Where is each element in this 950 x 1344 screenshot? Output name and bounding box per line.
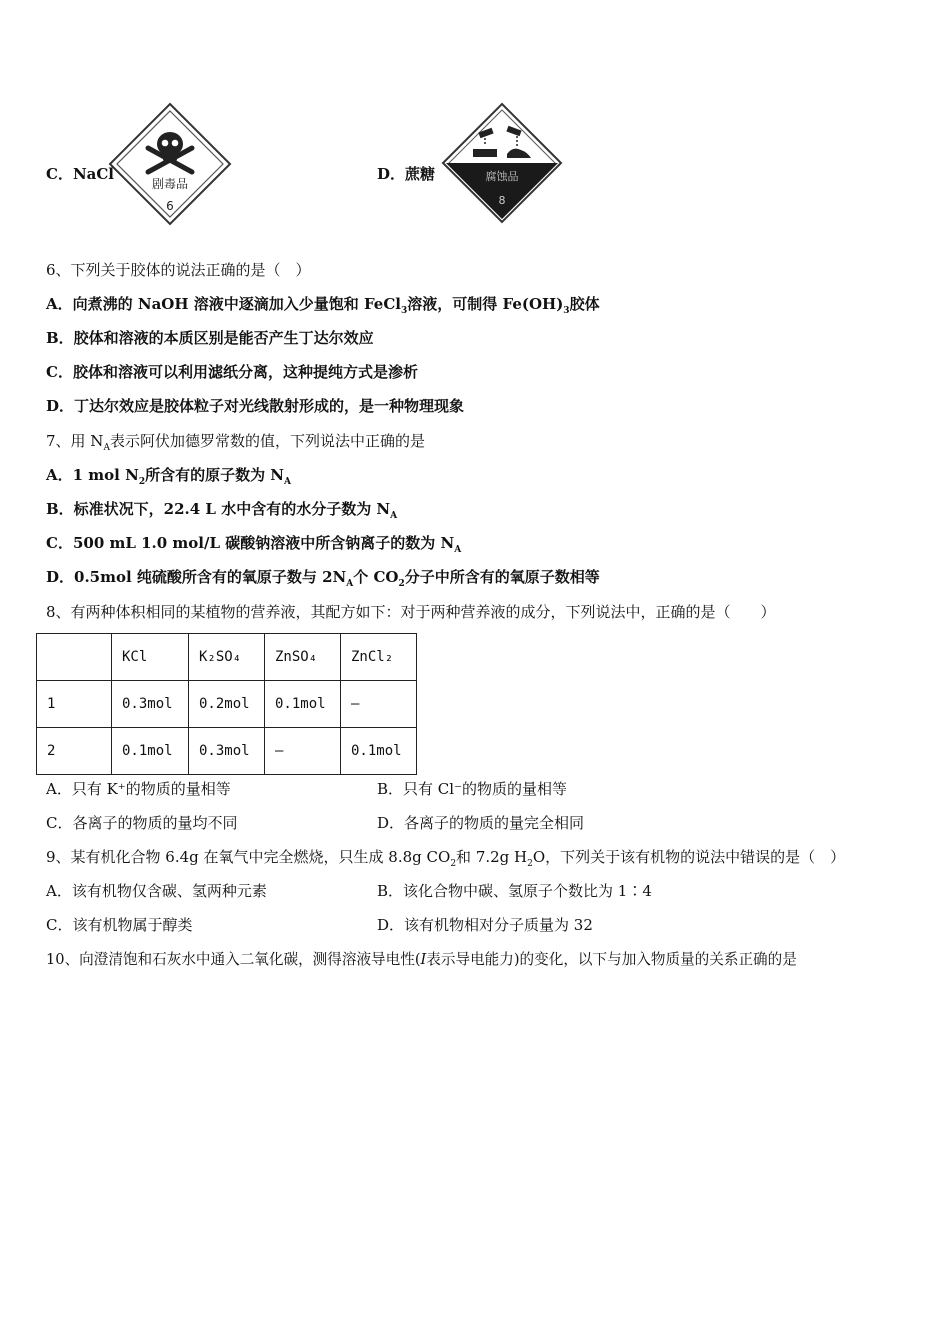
table-cell: 0.3mol xyxy=(112,681,189,728)
table-cell: 1 xyxy=(37,681,112,728)
table-header-cell xyxy=(37,634,112,681)
q8-option-c: C．各离子的物质的量均不同 xyxy=(46,814,238,832)
q9-option-b: B．该化合物中碳、氢原子个数比为 1∶4 xyxy=(377,882,652,900)
table-cell: — xyxy=(265,728,341,775)
table-cell: 0.1mol xyxy=(265,681,341,728)
table-cell: 0.2mol xyxy=(189,681,265,728)
q6-option-c: C．胶体和溶液可以利用滤纸分离，这种提纯方式是渗析 xyxy=(46,363,418,381)
q7-option-b: B．标准状况下，22.4 L 水中含有的水分子数为 $N_A$ xyxy=(46,500,398,521)
table-header-cell: KCl xyxy=(112,634,189,681)
q6-stem: 6、下列关于胶体的说法正确的是（ ） xyxy=(46,261,311,279)
q7-option-d: D．0.5mol 纯硫酸所含有的氧原子数与 $2N_A$个 $CO_2$分子中所含有的氧原子数相等 xyxy=(46,568,600,589)
q8-stem: 8、有两种体积相同的某植物的营养液，其配方如下：对于两种营养液的成分，下列说法中，正确的是（ ） xyxy=(46,603,776,621)
sign-d-label: 腐蚀品 xyxy=(485,170,519,183)
q8-option-a: A．只有 K⁺的物质的量相等 xyxy=(46,780,231,798)
table-cell: 0.3mol xyxy=(189,728,265,775)
q8-option-b: B．只有 Cl⁻的物质的量相等 xyxy=(377,780,567,798)
table-cell: 0.1mol xyxy=(112,728,189,775)
table-cell: 2 xyxy=(37,728,112,775)
table-row xyxy=(37,681,417,728)
q6-option-b: B．胶体和溶液的本质区别是能否产生丁达尔效应 xyxy=(46,329,374,347)
table-header-row xyxy=(37,634,417,681)
table-header-cell: ZnSO₄ xyxy=(265,634,341,681)
q9-option-c: C．该有机物属于醇类 xyxy=(46,916,193,934)
table-cell: 0.1mol xyxy=(341,728,417,775)
q7-option-a: A．1 mol $N_2$所含有的原子数为 $N_A$ xyxy=(46,466,291,487)
q9-stem: 9、某有机化合物 6.4g 在氧气中完全燃烧，只生成 8.8g $CO_2$和 7.2g $H_2O$，下列关于该有机物的说法中错误的是（ ） xyxy=(46,848,846,869)
q5-option-d: D．蔗糖 xyxy=(377,165,436,183)
table-header-cell: ZnCl₂ xyxy=(341,634,417,681)
q6-option-d: D．丁达尔效应是胶体粒子对光线散射形成的，是一种物理现象 xyxy=(46,397,465,415)
corrosive-hazard-sign xyxy=(441,102,563,224)
nutrient-table xyxy=(36,633,417,775)
q5-option-c: C．NaCl xyxy=(46,165,115,183)
sign-c-number: 6 xyxy=(166,199,174,213)
q7-stem: 7、用 $N_A$表示阿伏加德罗常数的值，下列说法中正确的是 xyxy=(46,432,425,453)
sign-d-number: 8 xyxy=(498,194,506,207)
q8-option-d: D．各离子的物质的量完全相同 xyxy=(377,814,585,832)
table-header-cell: K₂SO₄ xyxy=(189,634,265,681)
q9-option-a: A．该有机物仅含碳、氢两种元素 xyxy=(46,882,267,900)
q9-option-d: D．该有机物相对分子质量为 32 xyxy=(377,916,593,934)
sign-c-label: 剧毒品 xyxy=(151,177,189,191)
toxic-hazard-sign xyxy=(108,102,232,226)
table-row xyxy=(37,728,417,775)
table-cell: — xyxy=(341,681,417,728)
q6-option-a: A．向煮沸的 NaOH 溶液中逐滴加入少量饱和 FeCl$_3$溶液，可制得 $Fe(OH)_3$胶体 xyxy=(46,295,600,316)
q10-stem: 10、向澄清饱和石灰水中通入二氧化碳，测得溶液导电性(I表示导电能力)的变化，以下与加入物质量的关系正确的是 xyxy=(46,951,797,968)
q7-option-c: C．500 mL 1.0 mol/L 碳酸钠溶液中所含钠离子的数为 $N_A$ xyxy=(46,534,462,555)
